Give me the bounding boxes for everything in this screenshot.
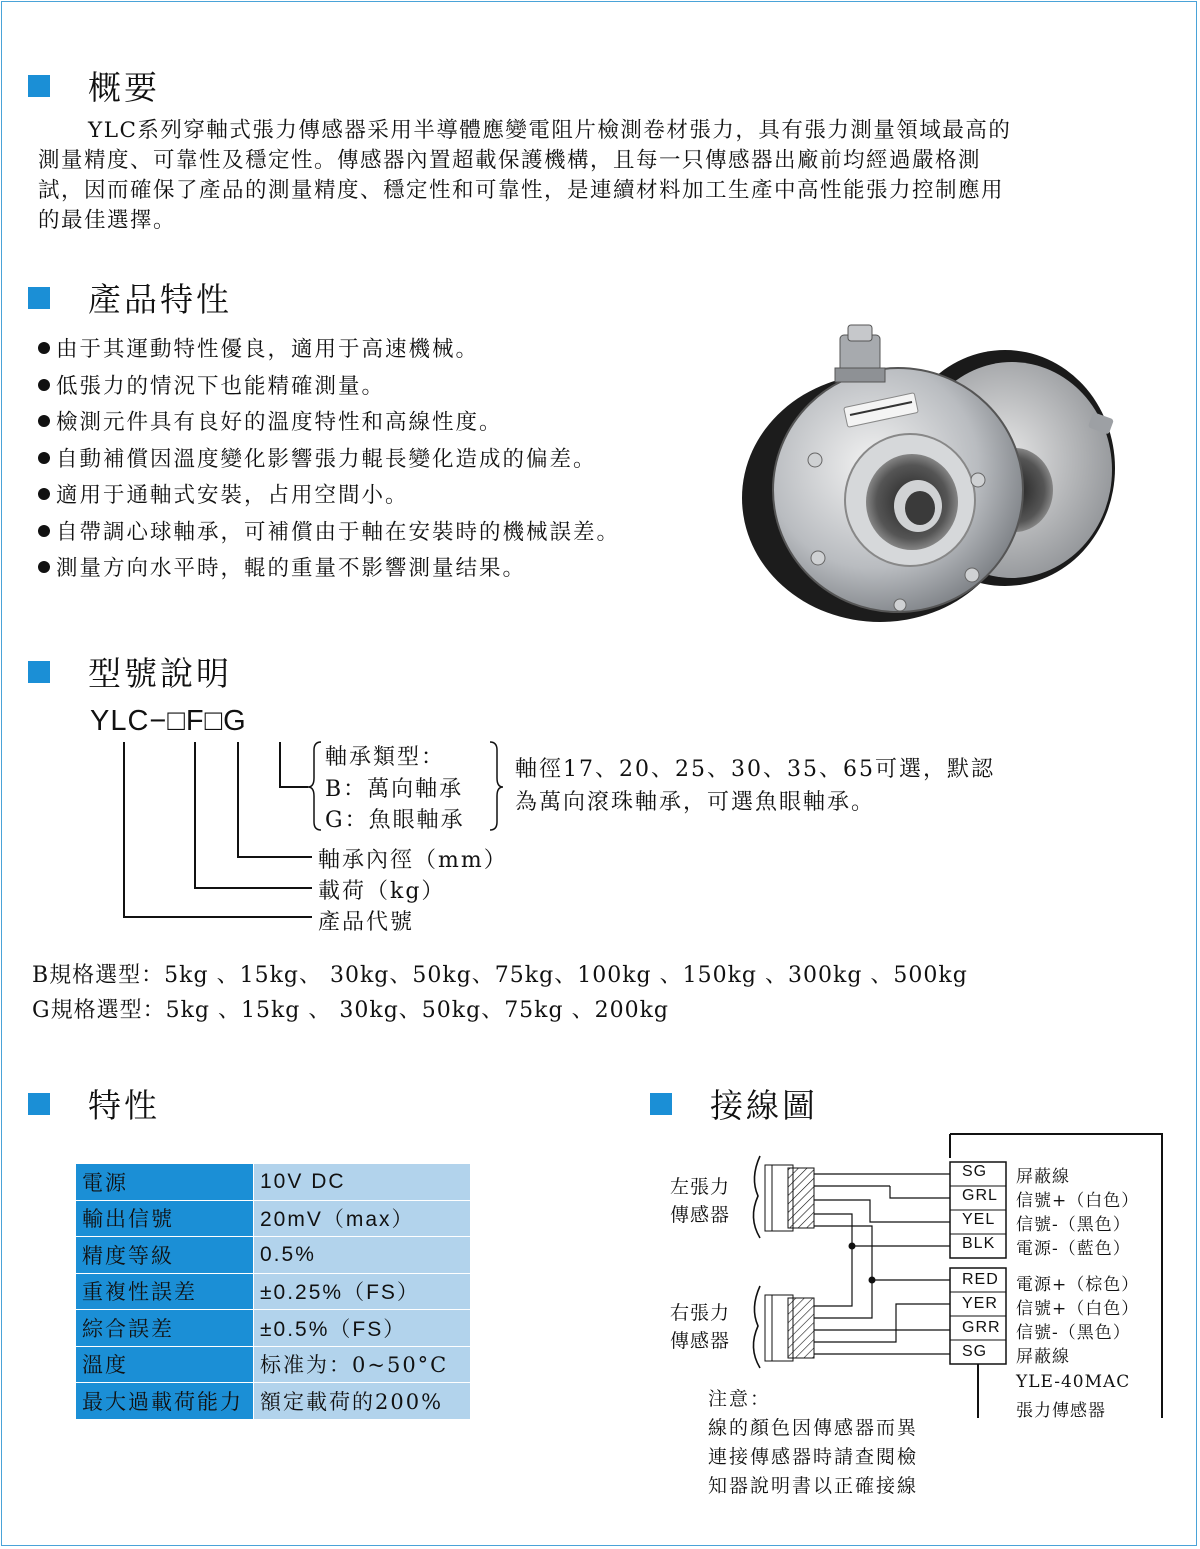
table-value: 10V DC [254, 1164, 471, 1201]
bullet-icon [38, 452, 50, 464]
terminal-label: YEL [962, 1211, 996, 1228]
features-list [38, 332, 620, 588]
left-sensor-label-2: 傳感器 [670, 1204, 731, 1226]
table-value: 20mV（max） [254, 1200, 471, 1237]
terminal-description: 信號-（黑色） [1016, 1215, 1131, 1235]
wiring-title: 接線圖 [710, 1086, 818, 1125]
table-row [76, 1164, 471, 1201]
load-label: 載荷（kg） [318, 879, 446, 904]
feature-text: 自動補償因溫度變化影響張力輥長變化造成的偏差。 [56, 446, 597, 472]
note-line: 連接傳感器時請查閱檢 [708, 1446, 919, 1468]
product-code-label: 產品代號 [318, 910, 415, 935]
table-row [76, 1237, 471, 1274]
feature-text: 由于其運動特性優良，適用于高速機械。 [56, 337, 480, 362]
feature-item [38, 332, 620, 369]
terminal-description: 電源+（棕色） [1016, 1275, 1140, 1295]
note-line: 知器說明書以正確接線 [708, 1475, 919, 1497]
model-code: YLC−□F□G [90, 705, 247, 737]
section-square-icon [28, 661, 50, 683]
section-square-icon [28, 75, 50, 97]
feature-text: 測量方向水平時，輥的重量不影響測量结果。 [56, 556, 527, 581]
note-line: 線的顏色因傳感器而異 [708, 1417, 919, 1439]
bearing-b-label: B：萬向軸承 [325, 777, 464, 802]
table-key: 精度等級 [76, 1237, 254, 1274]
features-title: 產品特性 [88, 280, 232, 319]
bullet-icon [38, 379, 50, 391]
table-value: ±0.25%（FS） [254, 1273, 471, 1310]
characteristics-header [28, 1080, 160, 1127]
table-key: 最大過載荷能力 [76, 1383, 254, 1420]
section-square-icon [650, 1093, 672, 1115]
table-key: 綜合誤差 [76, 1310, 254, 1347]
terminal-label: BLK [962, 1235, 996, 1252]
overview-line: 測量精度、可靠性及穩定性。傳感器內置超載保護機構，且每一只傳感器出廠前均經過嚴格測 [38, 148, 982, 173]
feature-item [38, 369, 620, 406]
feature-item [38, 551, 620, 588]
product-photo [740, 320, 1120, 625]
bullet-icon [38, 488, 50, 500]
terminal-description: 屏蔽線 [1016, 1347, 1070, 1367]
terminal-description: 信號+（白色） [1016, 1191, 1140, 1211]
bullet-icon [38, 525, 50, 537]
model-title: 型號說明 [88, 654, 232, 693]
table-value: 标准为：0~50°C [254, 1346, 471, 1383]
spec-g-line: G規格選型：5kg 、15kg 、 30kg、50kg、75kg 、200kg [32, 998, 669, 1023]
terminal-description: 信號+（白色） [1016, 1299, 1140, 1319]
feature-text: 檢測元件具有良好的溫度特性和高線性度。 [56, 410, 503, 435]
feature-text: 低張力的情況下也能精確測量。 [56, 373, 386, 399]
wiring-note [708, 1385, 918, 1501]
terminal-description: 信號-（黑色） [1016, 1323, 1131, 1343]
bullet-icon [38, 561, 50, 573]
bearing-note-line-2: 為萬向滾珠軸承，可選魚眼軸承。 [515, 790, 876, 815]
bearing-note-line-1: 軸徑17、20、25、30、35、65可選，默認 [515, 757, 995, 782]
table-key: 重複性誤差 [76, 1273, 254, 1310]
device-model-label: YLE-40MAC [1016, 1372, 1131, 1392]
table-key: 溫度 [76, 1346, 254, 1383]
overview-paragraph [38, 116, 1188, 236]
device-name-label: 張力傳感器 [1016, 1401, 1106, 1421]
table-row [76, 1383, 471, 1420]
overview-header [28, 62, 160, 109]
feature-item [38, 405, 620, 442]
table-key: 電源 [76, 1164, 254, 1201]
table-row [76, 1346, 471, 1383]
overview-title: 概要 [88, 68, 160, 107]
note-title: 注意： [708, 1388, 772, 1410]
feature-item [38, 442, 620, 479]
terminal-label: GRL [962, 1187, 998, 1204]
bullet-icon [38, 342, 50, 354]
section-square-icon [28, 1093, 50, 1115]
feature-text: 自帶調心球軸承，可補償由于軸在安裝時的機械誤差。 [56, 519, 621, 545]
terminal-description: 電源-（藍色） [1016, 1239, 1131, 1259]
characteristics-title: 特性 [88, 1086, 160, 1125]
characteristics-table [75, 1163, 471, 1420]
table-value: ±0.5%（FS） [254, 1310, 471, 1347]
spec-b-line: B規格選型：5kg 、15kg、 30kg、50kg、75kg、100kg 、150kg 、300kg 、500kg [32, 963, 968, 988]
terminal-description: 屏蔽線 [1016, 1167, 1070, 1187]
terminal-label: RED [962, 1271, 999, 1288]
section-square-icon [28, 287, 50, 309]
bearing-g-label: G：魚眼軸承 [325, 808, 465, 833]
table-row [76, 1200, 471, 1237]
table-row [76, 1310, 471, 1347]
terminal-label: SG [962, 1343, 988, 1360]
feature-item [38, 515, 620, 552]
inner-diameter-label: 軸承內徑（mm） [318, 848, 508, 873]
bearing-type-label: 軸承類型： [325, 745, 446, 770]
right-sensor-label-2: 傳感器 [670, 1330, 731, 1352]
table-key: 輸出信號 [76, 1200, 254, 1237]
table-row [76, 1273, 471, 1310]
left-sensor-label-1: 左張力 [670, 1176, 731, 1198]
overview-line: YLC系列穿軸式張力傳感器采用半導體應變電阻片檢測卷材張力，具有張力測量領域最高的 [88, 118, 1012, 143]
terminal-label: GRR [962, 1319, 1001, 1336]
model-header [28, 648, 232, 695]
wiring-header [650, 1080, 818, 1127]
overview-line: 的最佳選擇。 [38, 208, 177, 233]
feature-item [38, 478, 620, 515]
terminal-label: SG [962, 1163, 988, 1180]
overview-line: 試，因而確保了產品的測量精度、穩定性和可靠性，是連續材料加工生產中高性能張力控制應用 [38, 178, 1005, 203]
table-value: 額定載荷的200% [254, 1383, 471, 1420]
terminal-label: YER [962, 1295, 998, 1312]
feature-text: 適用于通軸式安裝，占用空間小。 [56, 483, 409, 508]
features-header [28, 274, 232, 321]
bullet-icon [38, 415, 50, 427]
table-value: 0.5% [254, 1237, 471, 1274]
right-sensor-label-1: 右張力 [670, 1302, 731, 1324]
